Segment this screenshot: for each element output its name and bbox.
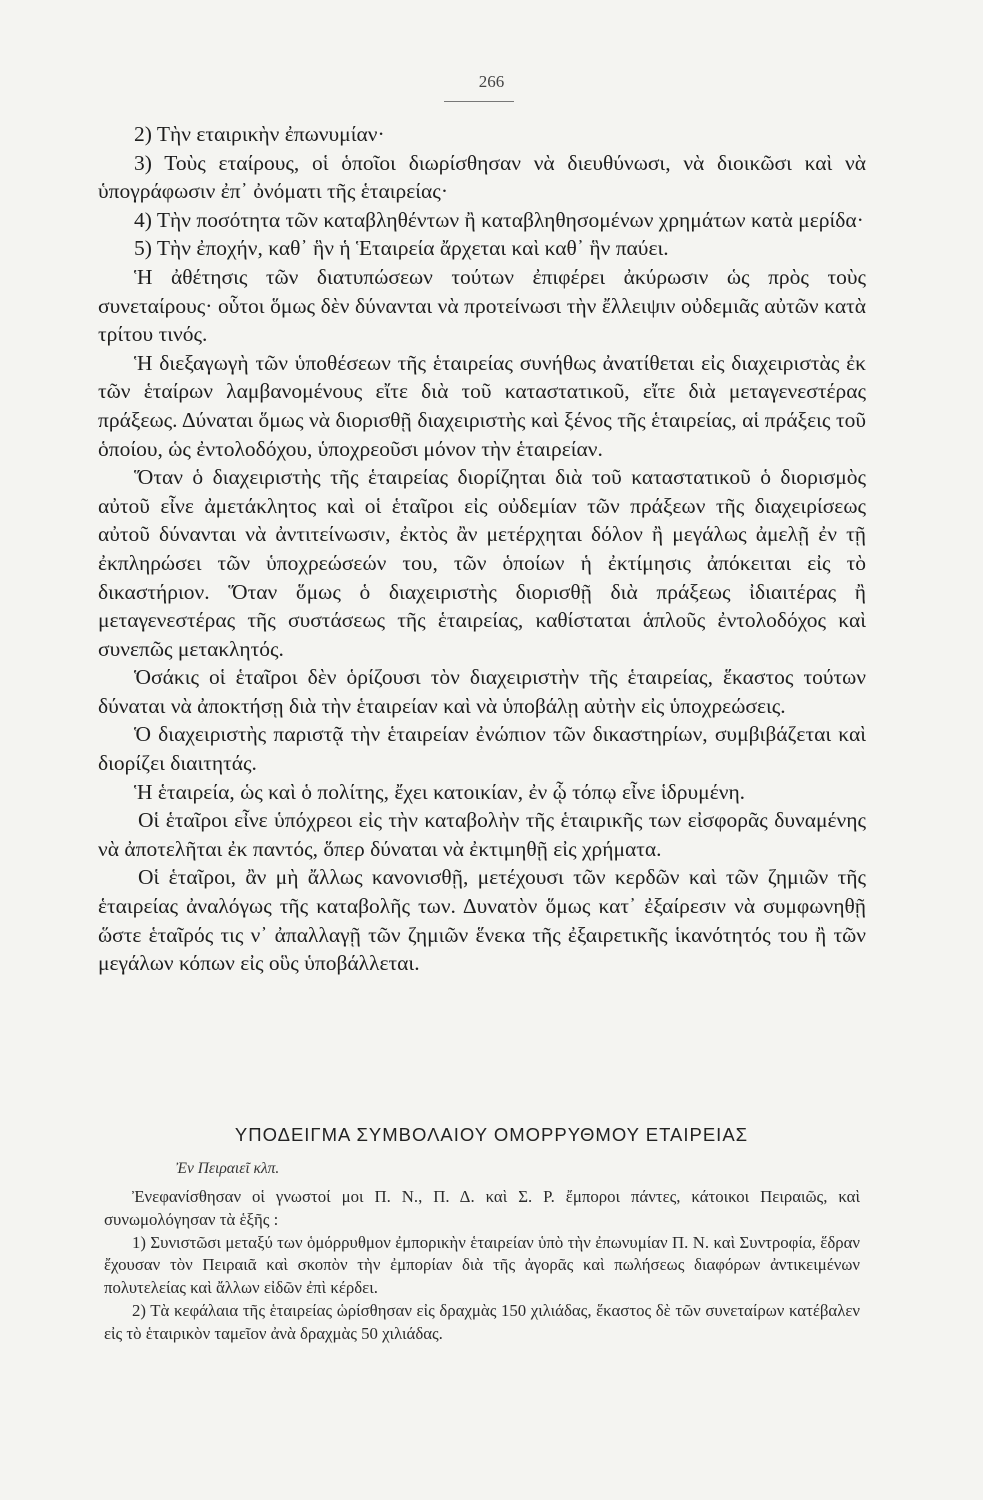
paragraph-item-5: 5) Τὴν ἐποχήν, καθ᾽ ἣν ἡ Ἑταιρεία ἄρχεται καὶ καθ᾽ ἣν παύει. (134, 236, 669, 261)
section-heading: ΥΠΟΔΕΙΓΜΑ ΣΥΜΒΟΛΑΙΟΥ ΟΜΟΡΡΥΘΜΟΥ ΕΤΑΙΡΕΙΑΣ (234, 1124, 749, 1145)
paragraph-manager-representation: Ὁ διαχειριστὴς παριστᾷ τὴν ἑταιρείαν ἐνώπιον τῶν δικαστηρίων, συμβιβάζεται καὶ διορίζει διαιτητάς. (98, 722, 866, 776)
paragraph-contribution: Οἱ ἑταῖροι εἶνε ὑπόχρεοι εἰς τὴν καταβολὴν τῆς ἑταιρικῆς των εἰσφορᾶς δυναμένης νὰ ἀποτελῆται ἐκ παντός, ὅπερ δύναται νὰ ἐκτιμηθῇ εἰς χρήματα. (98, 808, 866, 861)
paragraph-profits-losses: Οἱ ἑταῖροι, ἂν μὴ ἄλλως κανονισθῇ, μετέχουσι τῶν κερδῶν καὶ τῶν ζημιῶν τῆς ἑταιρείας ἀναλόγως τῆς καταβολῆς των. Δυνατὸν ὅμως κατ᾽ ἐξαίρεσιν νὰ συμφωνηθῇ ὥστε ἑταῖρός τις ν᾽ ἀπαλλαγῇ τῶν ζημιῶν ἕνεκα τῆς ἐξαιρετικῆς ἱκανότητός του ἢ τῶν μεγάλων κόπων εἰς οὓς ὑποβάλλεται. (98, 865, 866, 976)
paragraph-partners-acting: Ὁσάκις οἱ ἑταῖροι δὲν ὁρίζουσι τὸν διαχειριστὴν τῆς ἑταιρείας, ἕκαστος τούτων δύναται νὰ ἀποκτήσῃ διὰ τὴν ἑταιρείαν καὶ νὰ ὑποβάλῃ αὐτὴν εἰς ὑποχρεώσεις. (98, 665, 866, 718)
paragraph-item-3: 3) Τοὺς εταίρους, οἱ ὁποῖοι διωρίσθησαν νὰ διευθύνωσι, νὰ διοικῶσι καὶ νὰ ὑπογράφωσιν ἐπ᾽ ὀνόματι τῆς ἑταιρείας· (98, 150, 866, 204)
paragraph-domicile: Ἡ ἑταιρεία, ὡς καὶ ὁ πολίτης, ἔχει κατοικίαν, ἐν ᾧ τόπῳ εἶνε ἱδρυμένη. (134, 779, 746, 804)
paragraph-nullity: Ἡ ἀθέτησις τῶν διατυπώσεων τούτων ἐπιφέρει ἀκύρωσιν ὡς πρὸς τοὺς συνεταίρους· οὗτοι ὅμως δὲν δύνανται νὰ προτείνωσι τὴν ἔλλειψιν οὐδεμιᾶς αὐτῶν κατὰ τρίτου τινός. (98, 264, 866, 347)
contract-text (104, 1186, 860, 1346)
contract-paragraph: 2) Τὰ κεφάλαια τῆς ἑταιρείας ὡρίσθησαν εἰς δραχμὰς 150 χιλιάδας, ἕκαστος δὲ τῶν συνεταίρων κατέβαλεν εἰς τὸ ἑταιρικὸν ταμεῖον ἀνὰ δραχμὰς 50 χιλιάδας. (104, 1300, 860, 1343)
main-text (98, 120, 866, 978)
paragraph-item-2: 2) Τὴν εταιρικὴν ἐπωνυμίαν· (134, 122, 385, 146)
paragraph-manager-appointment: Ὅταν ὁ διαχειριστὴς τῆς ἑταιρείας διορίζηται διὰ τοῦ καταστατικοῦ ὁ διορισμὸς αὐτοῦ εἶνε ἀμετάκλητος καὶ οἱ ἑταῖροι εἰς οὐδεμίαν τῶν πράξεων τῆς διαχειρίσεως αὐτοῦ δύνανται νὰ ἀντιτείνωσιν, ἐκτὸς ἂν μετέρχηται δόλον ἢ μεγάλως ἀμελῇ ἐν τῇ ἐκπληρώσει τῶν ὑποχρεώσεών του, τῶν ὁποίων ἡ ἐκτίμησις ἀπόκειται εἰς τὸ δικαστήριον. Ὅταν ὅμως ὁ διαχειριστὴς διορισθῇ διὰ πράξεως ἰδιαιτέρας ἢ μεταγενεστέρας τῆς συστάσεως τῆς ἑταιρείας, καθίσταται ἁπλοῦς ἐντολοδόχος καὶ συνεπῶς μετακλητός. (98, 465, 866, 661)
paragraph-item-4: 4) Τὴν ποσότητα τῶν καταβληθέντων ἢ καταβληθησομένων χρημάτων κατὰ μερίδα· (134, 207, 864, 232)
place-line: Ἐν Πειραιεῖ κλπ. (176, 1160, 280, 1177)
contract-paragraph: Ἐνεφανίσθησαν οἱ γνωστοί μοι Π. Ν., Π. Δ. καὶ Σ. Ρ. ἔμποροι πάντες, κάτοικοι Πειραιῶς, καὶ συνωμολόγησαν τὰ ἑξῆς : (104, 1187, 860, 1229)
contract-paragraph: 1) Συνιστῶσι μεταξύ των ὁμόρρυθμον ἐμπορικὴν ἑταιρείαν ὑπὸ τὴν ἐπωνυμίαν Π. Ν. καὶ Συντροφία, ἕδραν ἔχουσαν τὸν Πειραιᾶ καὶ σκοπὸν τὴν ἐμπορίαν διὰ τῆς ἀγορᾶς καὶ πωλήσεως διαφόρων ἀντικειμένων πολυτελείας καὶ ἄλλων εἰδῶν ἐπὶ κέρδει. (104, 1232, 860, 1298)
page-number: 266 (478, 72, 505, 91)
page-number-rule (444, 101, 514, 102)
paragraph-management: Ἡ διεξαγωγὴ τῶν ὑποθέσεων τῆς ἑταιρείας συνήθως ἀνατίθεται εἰς διαχειριστὰς ἐκ τῶν ἑταίρων λαμβανομένους εἴτε διὰ τοῦ καταστατικοῦ, εἴτε διὰ μεταγενεστέρας πράξεως. Δύναται ὅμως νὰ διορισθῇ διαχειριστὴς καὶ ξένος τῆς ἑταιρείας, αἱ πράξεις τοῦ ὁποίου, ὡς ἐντολοδόχου, ὑποχρεοῦσι μόνον τὴν ἑταιρείαν. (98, 350, 866, 461)
